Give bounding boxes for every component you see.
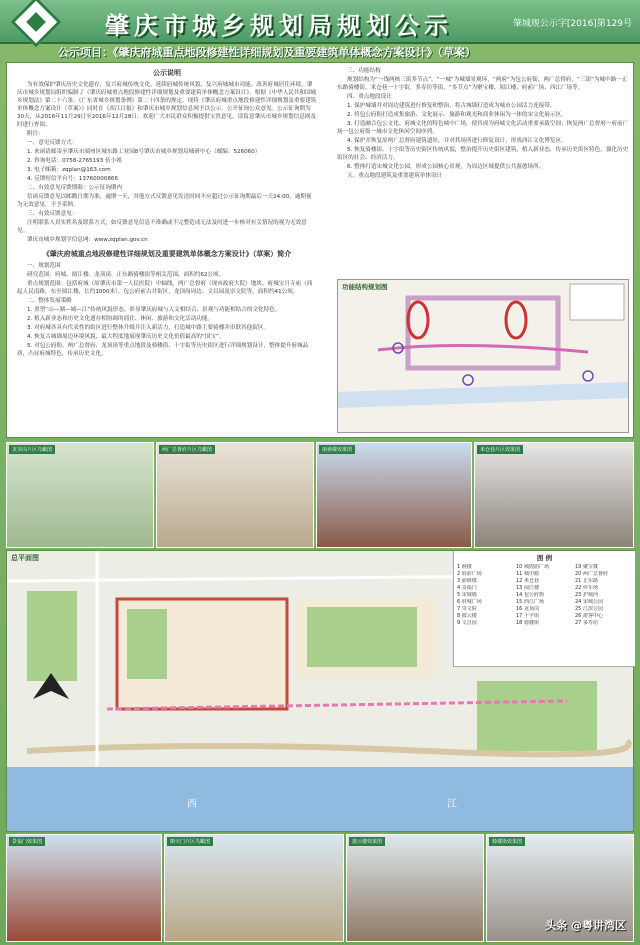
legend-item: 3 丽谯楼	[457, 578, 477, 584]
legend-item: 15 西江广场	[516, 599, 544, 605]
legend-item: 26 游客中心	[575, 613, 603, 619]
structure-item: 5. 恢复骑楼街、十字街等历史街区传统风貌，整治提升历史街区建筑，植入新业态，传承历史街区特色，强化历史街区的社会、经济活力。	[337, 147, 629, 161]
function-structure-map	[337, 279, 629, 433]
legend-item: 14 包公府衙	[516, 592, 544, 598]
notice-s1-item: 4. 反馈短信平台号：13760000866	[27, 176, 119, 182]
structure-item: 4. 保护并恢复原两广总督府建筑遗址，并对其场所进行修复设计，形成西江文化博览区。	[347, 138, 567, 144]
photo-caption: 披云楼效果图	[349, 837, 385, 846]
structure-item: 五、重点地段建筑及重要建筑单体设计	[347, 173, 443, 179]
rendering-row-bottom	[6, 834, 634, 942]
document-number: 肇城规公示字[2016]第129号	[512, 19, 632, 29]
page-title: 肇庆市城乡规划局规划公示	[105, 11, 453, 40]
photo-caption: 龙顶岗片区鸟瞰图	[9, 445, 55, 454]
legend-item: 7 崇文院	[457, 606, 477, 612]
legend-item: 1 谯楼	[457, 564, 472, 570]
notice-s1: 一、意见反馈方式：	[27, 140, 78, 146]
rendering-photo	[6, 834, 162, 942]
legend-item: 2 府前广场	[457, 571, 482, 577]
rendering-photo	[164, 834, 344, 942]
summary-item: 5. 对包公府衙、两广总督府、龙顶岗等重点地段及骑楼街、十字街等历史街区进行详细规划设计，整体提升府城品质，凸显府城特色，传承历史文化。	[17, 343, 309, 357]
legend-item: 6 府城广场	[457, 599, 482, 605]
summary-item: 二、整体发展策略	[27, 298, 72, 304]
master-plan	[6, 550, 634, 832]
structure-item: 2. 将包公府衙打造成集旅游、文化展示、旅游和观光和商业休闲为一体的宋文化展示区。	[347, 112, 567, 118]
notice-right-column	[337, 67, 629, 181]
summary-item: 2. 植入新业态和历史文化遗存相协调的商住、休闲、旅游和文化活动功能。	[27, 316, 214, 322]
legend-item: 18 骑楼街	[516, 620, 539, 626]
notice-appendix: 附注：	[27, 131, 44, 137]
structure-item: 6. 整体打造宋城文化公园，形成公园核心景观，为周边区域提供公共游憩场所。	[347, 164, 545, 170]
notice-footer: 肇庆市城乡规划学信息网：www.zqplan.gov.cn	[27, 237, 148, 243]
notice-s2-text: 信函反馈意见以邮戳日期为准，逾期一天，其他方式反馈意见发送时间不应超过公示征询期最后一天24:00，逾期视为无效意见，不予采纳。	[17, 194, 312, 208]
legend-grid	[454, 564, 635, 627]
legend-item: 11 城中路	[516, 571, 539, 577]
function-map-graphic	[338, 280, 628, 432]
photo-caption: 米仓巷片区效果图	[477, 445, 523, 454]
legend-item: 21 正东路	[575, 578, 598, 584]
summary-item: 研究范围：府城、阅江楼、龙顶岗、正东路骑楼街等相关范围，面积约62公顷。	[27, 272, 225, 278]
structure-item: 1. 保护城墙并对周边建筑进行修复和整治，将古城墙打造成为城市公园活力连接带。	[347, 103, 556, 109]
project-line: 公示项目：《肇庆府城重点地段修建性详细规划及重要建筑单体概念方案设计》（草案）	[58, 46, 476, 59]
legend-item: 24 宋城公园	[575, 599, 603, 605]
structure-item: 四、重点地段设计	[347, 94, 392, 100]
rendering-photo	[474, 442, 634, 548]
legend-item: 27 多寿坊	[575, 620, 598, 626]
river-label-2: 江	[447, 799, 457, 810]
rendering-photo	[316, 442, 472, 548]
legend-item: 13 阅江楼	[516, 585, 539, 591]
notice-s2: 二、有效意见反馈期限：公示征询期内	[27, 185, 123, 191]
rendering-photo	[346, 834, 484, 942]
notice-s1-item: 1. 来函请邮寄至肇庆市端州区城东路工业园8号肇庆市城乡规划局城研中心（邮编：526060）	[27, 149, 261, 155]
notice-s1-item: 2. 咨询电话：0758-2765193 伍小姐	[27, 158, 122, 164]
notice-s3-text: 注明联系人真实姓名及联系方式，如反馈意见信息不准确或不完整造成无法及时进一步核对有关情况的视为无效意见。	[17, 220, 307, 234]
legend-item: 8 披云楼	[457, 613, 477, 619]
legend-item: 20 两广总督府	[575, 571, 608, 577]
rendering-photo	[6, 442, 154, 548]
photo-caption: 丽谯楼效果图	[319, 445, 355, 454]
legend-item: 5 宋城墙	[457, 592, 477, 598]
legend-item: 25 江滨公园	[575, 606, 603, 612]
structure-item: 3. 打造融合包公文化、府城文化的特色城中广场，使其成为府城文化活动重要承载空间；恢复两广总督府一府前广场一包公府衙一城市文化休闲空间序列。	[337, 121, 629, 135]
map-label: 功能结构规划图	[342, 283, 388, 291]
legend-item: 23 护城河	[575, 592, 598, 598]
legend-item: 4 景福门	[457, 585, 477, 591]
legend-item: 19 聚宝楼	[575, 564, 598, 570]
summary-item: 一、规划范围	[27, 263, 61, 269]
plan-legend	[453, 551, 635, 667]
summary-title: 《肇庆府城重点地段修建性详细规划及重要建筑单体概念方案设计》（草案）简介	[42, 250, 292, 258]
notice-intro: 为有效保护肇庆历史文化遗存，复兴府城传统文化，延续府城传统风貌，复兴府城城市功能，改善府城居住环境，肇庆市城乡规划局组织编制了《肇庆府城重点地段修建性详细规划及重要建筑单体概念方案设计》。根据《中华人民共和国城乡规划法》第二十六条、《广东省城乡规划条例》第二十四条的规定，现将《肇庆府城重点地段修建性详细规划及重要建筑单体概念方案设计（草案）》同时在《西江日报》和肇庆市城乡规划信息网予以公示，公开征询公众意见。公示征询期为30天，从2016年11月29日至2016年12月28日。欢迎广大市民群众积极提供宝贵意见，请留意肇庆市城乡规划信息网及时进行查阅。	[17, 82, 317, 128]
legend-item: 16 龙顶岗	[516, 606, 539, 612]
legend-item: 12 米仓巷	[516, 578, 539, 584]
summary-item: 3. 对府城各具有代表性的街区进行整体升级并注入新活力，打造城中路主要骑楼并串联其他街区。	[27, 325, 270, 331]
legend-item: 22 停车场	[575, 585, 598, 591]
north-arrow-icon	[31, 671, 71, 701]
structure-item: 三、功能结构	[347, 68, 381, 74]
notice-panel	[6, 62, 634, 438]
summary-item: 1. 重塑“山—湖—城—江”传统风貌形态，彰显肇庆府城与人文相结合、景观与功能相结合的文化特色。	[27, 307, 281, 313]
photo-caption: 朝天门片区鸟瞰图	[167, 837, 213, 846]
notice-left-column	[17, 67, 317, 359]
summary-item: 4. 恢复古城墙周边环境风貌，最大程度地展现肇庆历史文化价值最高的“国宝”。	[27, 334, 225, 340]
summary-item: 重点规划范围：包括府城（原肇庆市第一人民医院）中轴线，两广总督府（现市政府大院）地块、府城宝月寺庙（西起人民南路，东至阅江楼，长约1000米），包公府前古井街区，龙顶岗周边、文昌园及崇文院等，面积约41公顷。	[17, 281, 313, 295]
rendering-photo	[156, 442, 314, 548]
notice-heading: 公示说明	[153, 69, 181, 77]
rendering-row-top	[6, 442, 634, 548]
legend-item: 10 城隍庙广场	[516, 564, 549, 570]
watermark: 头条 @粤讲湾区	[545, 919, 626, 932]
legend-item: 17 十字街	[516, 613, 539, 619]
plan-label: 总平面图	[11, 554, 39, 562]
photo-caption: 骑楼街效果图	[489, 837, 525, 846]
notice-s3: 三、有效反馈意见：	[27, 211, 78, 217]
header-bar	[0, 0, 640, 44]
photo-caption: 两广总督府片区鸟瞰图	[159, 445, 215, 454]
legend-item: 9 文昌园	[457, 620, 477, 626]
photo-caption: 景福门效果图	[9, 837, 45, 846]
notice-s1-item: 3. 电子邮箱：zqplan@163.com	[27, 167, 111, 173]
river-label-1: 西	[187, 799, 197, 810]
legend-title: 图 例	[536, 554, 553, 562]
bureau-logo-icon	[11, 0, 62, 47]
structure-item: 规划结构为“一线两核三街多节点”。“一城”为城墙景观环，“两府”为包公府衙、两广总督府，“三街”为城中路一正东路骑楼街、米仓巷一十字街、多寿坊等街，“多节点”为聚宝楼、阅江楼、府前广场、西江广场等。	[337, 77, 628, 91]
